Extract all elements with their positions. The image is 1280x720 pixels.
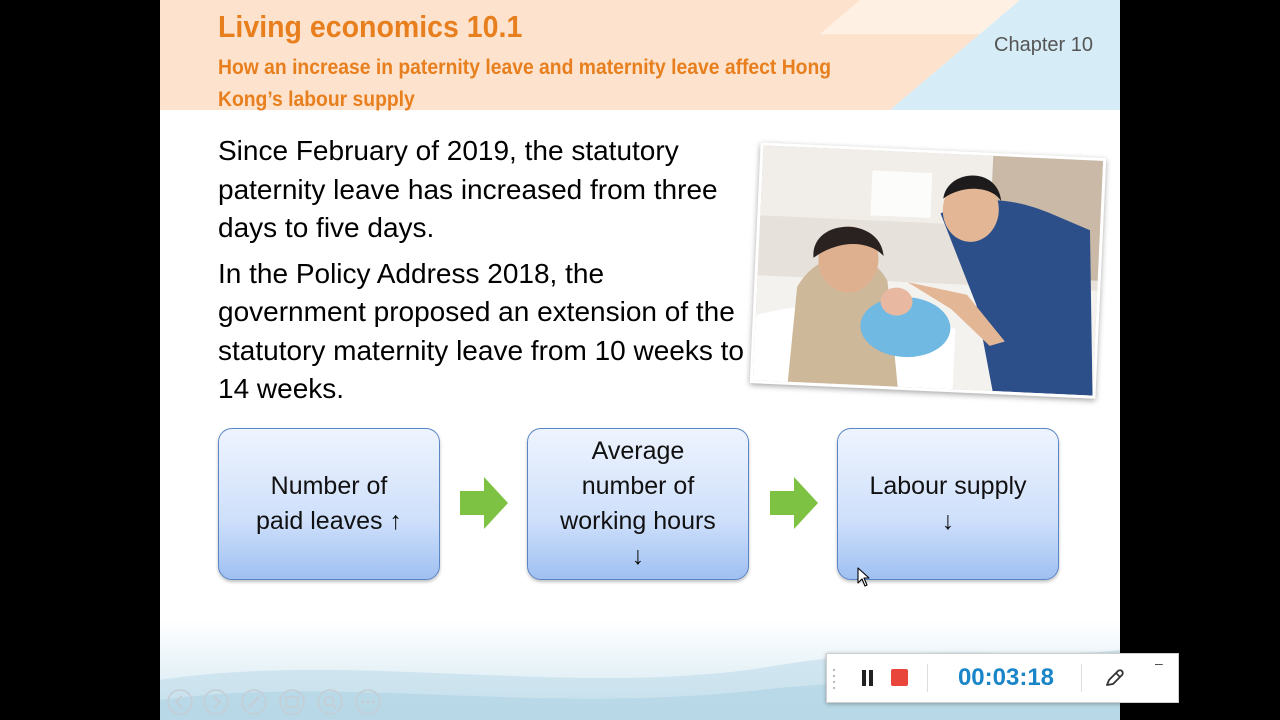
recording-toolbar [826, 653, 1179, 703]
flow-box-labour-supply-label: Labour supply ↓ [869, 472, 1027, 535]
slide-title: Living economics 10.1 [218, 9, 523, 44]
paragraph-paternity: Since February of 2019, the statutory paternity leave has increased from three days to five days. [218, 135, 718, 243]
chapter-label: Chapter 10 [994, 34, 1093, 56]
flow-box-working-hours [527, 428, 749, 580]
annotate-pen-button[interactable] [1103, 667, 1125, 689]
flow-box-paid-leaves [218, 428, 440, 580]
body-text [218, 132, 758, 416]
flow-box-working-hours-label: Average number of working hours ↓ [560, 437, 716, 570]
forward-icon[interactable] [202, 688, 230, 716]
slides-icon[interactable] [278, 688, 306, 716]
pen-icon[interactable] [240, 688, 268, 716]
pause-icon [862, 670, 866, 686]
mouse-cursor-icon [857, 567, 871, 587]
pause-icon [869, 670, 873, 686]
recording-timer: 00:03:18 [957, 664, 1055, 691]
more-icon[interactable] [354, 688, 382, 716]
paragraph-maternity: In the Policy Address 2018, the government proposed an extension of the statutory maternity leave from 10 weeks to 14 weeks. [218, 257, 744, 404]
photo-parents-newborn [750, 142, 1107, 398]
back-icon[interactable] [166, 688, 194, 716]
divider [927, 664, 928, 692]
flow-box-paid-leaves-label: Number of paid leaves ↑ [256, 472, 402, 535]
minimize-button[interactable]: – [1155, 655, 1163, 671]
right-arrow-icon [460, 477, 508, 529]
right-arrow-icon [770, 477, 818, 529]
flow-box-labour-supply [837, 428, 1059, 580]
slide [160, 0, 1120, 720]
stop-button[interactable] [891, 669, 908, 686]
slide-subtitle: How an increase in paternity leave and maternity leave affect Hong Kong’s labour supply [218, 56, 832, 111]
divider [1081, 664, 1082, 692]
drag-grip-icon[interactable] [831, 666, 837, 690]
photo-parents-newborn-icon [753, 145, 1103, 395]
zoom-icon[interactable] [316, 688, 344, 716]
pause-button[interactable] [859, 668, 875, 688]
